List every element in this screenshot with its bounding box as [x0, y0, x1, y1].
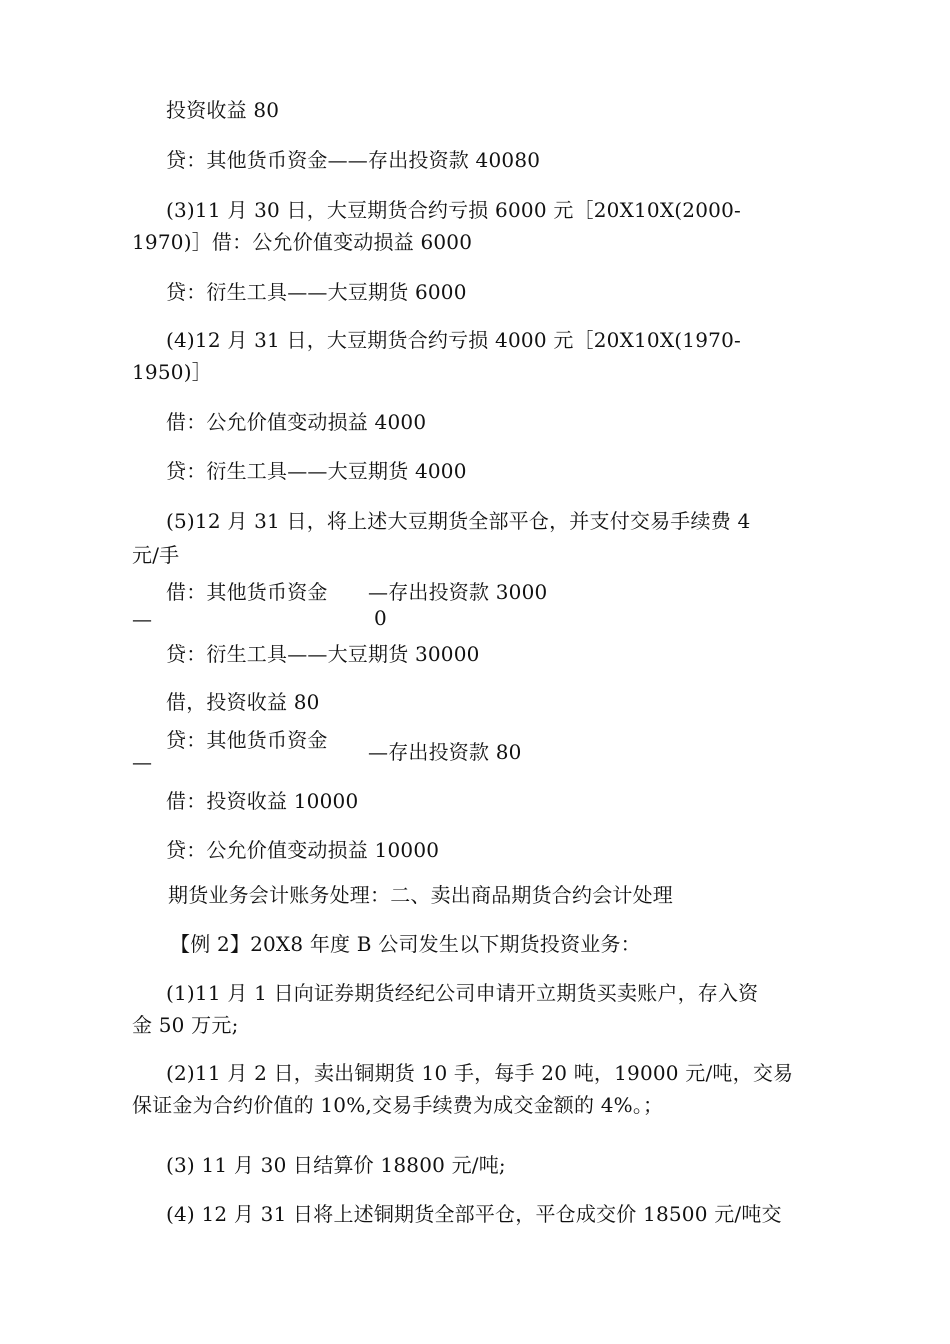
text-line-credit-other-monetary-funds-left: 贷：其他货币资金	[166, 728, 328, 752]
text-line-credit-derivative-4000: 贷：衍生工具——大豆期货 4000	[166, 459, 467, 483]
text-line-credit-derivative-30000: 贷：衍生工具——大豆期货 30000	[166, 642, 480, 666]
text-fragment-zero: 0	[374, 606, 387, 630]
text-line-example-2-step-2: (2)11 月 2 日，卖出铜期货 10 手，每手 20 吨，19000 元/吨，交易	[166, 1061, 794, 1085]
text-line-step-5-close-position: (5)12 月 31 日，将上述大豆期货全部平仓，并支付交易手续费 4	[166, 509, 751, 533]
text-line-debit-investment-income-80: 借，投资收益 80	[166, 690, 320, 714]
text-line-debit-deposit-30000-right: —存出投资款 3000	[368, 580, 548, 604]
text-line-credit-deposit-80-right: —存出投资款 80	[368, 740, 522, 764]
text-line-debit-investment-income-10000: 借：投资收益 10000	[166, 789, 359, 813]
text-line-example-2-step-1: (1)11 月 1 日向证券期货经纪公司申请开立期货买卖账户，存入资	[166, 981, 759, 1005]
text-line-credit-derivative-6000: 贷：衍生工具——大豆期货 6000	[166, 280, 467, 304]
text-line-investment-income-80: 投资收益 80	[166, 98, 280, 122]
text-line-step-5-per-hand: 元/手	[132, 543, 180, 567]
text-line-example-2-intro: 【例 2】20X8 年度 B 公司发生以下期货投资业务：	[170, 932, 641, 956]
text-line-credit-other-monetary-funds-40080: 贷：其他货币资金——存出投资款 40080	[166, 148, 541, 172]
text-line-example-2-step-3: (3) 11 月 30 日结算价 18800 元/吨;	[166, 1153, 506, 1177]
text-line-step-3-loss: (3)11 月 30 日，大豆期货合约亏损 6000 元［20X10X(2000-	[166, 198, 741, 222]
text-line-step-3-debit: 1970)］借：公允价值变动损益 6000	[132, 230, 473, 254]
text-line-debit-other-monetary-funds-left: 借：其他货币资金	[166, 580, 328, 604]
text-line-example-2-step-1-cont: 金 50 万元;	[132, 1013, 239, 1037]
text-fragment-dash-left-2: —	[132, 750, 153, 774]
section-heading-sell-futures: 期货业务会计账务处理：二、卖出商品期货合约会计处理	[168, 883, 673, 907]
text-line-example-2-step-2-cont: 保证金为合约价值的 10%,交易手续费为成交金额的 4%。；	[132, 1093, 664, 1117]
text-fragment-dash-left-1: —	[132, 607, 153, 631]
text-line-step-4-calc-end: 1950)］	[132, 360, 212, 384]
text-line-debit-fair-value-4000: 借：公允价值变动损益 4000	[166, 410, 427, 434]
text-line-example-2-step-4: (4) 12 月 31 日将上述铜期货全部平仓，平仓成交价 18500 元/吨交	[166, 1202, 782, 1226]
text-line-step-4-loss: (4)12 月 31 日，大豆期货合约亏损 4000 元［20X10X(1970-	[166, 328, 741, 352]
text-line-credit-fair-value-10000: 贷：公允价值变动损益 10000	[166, 838, 440, 862]
